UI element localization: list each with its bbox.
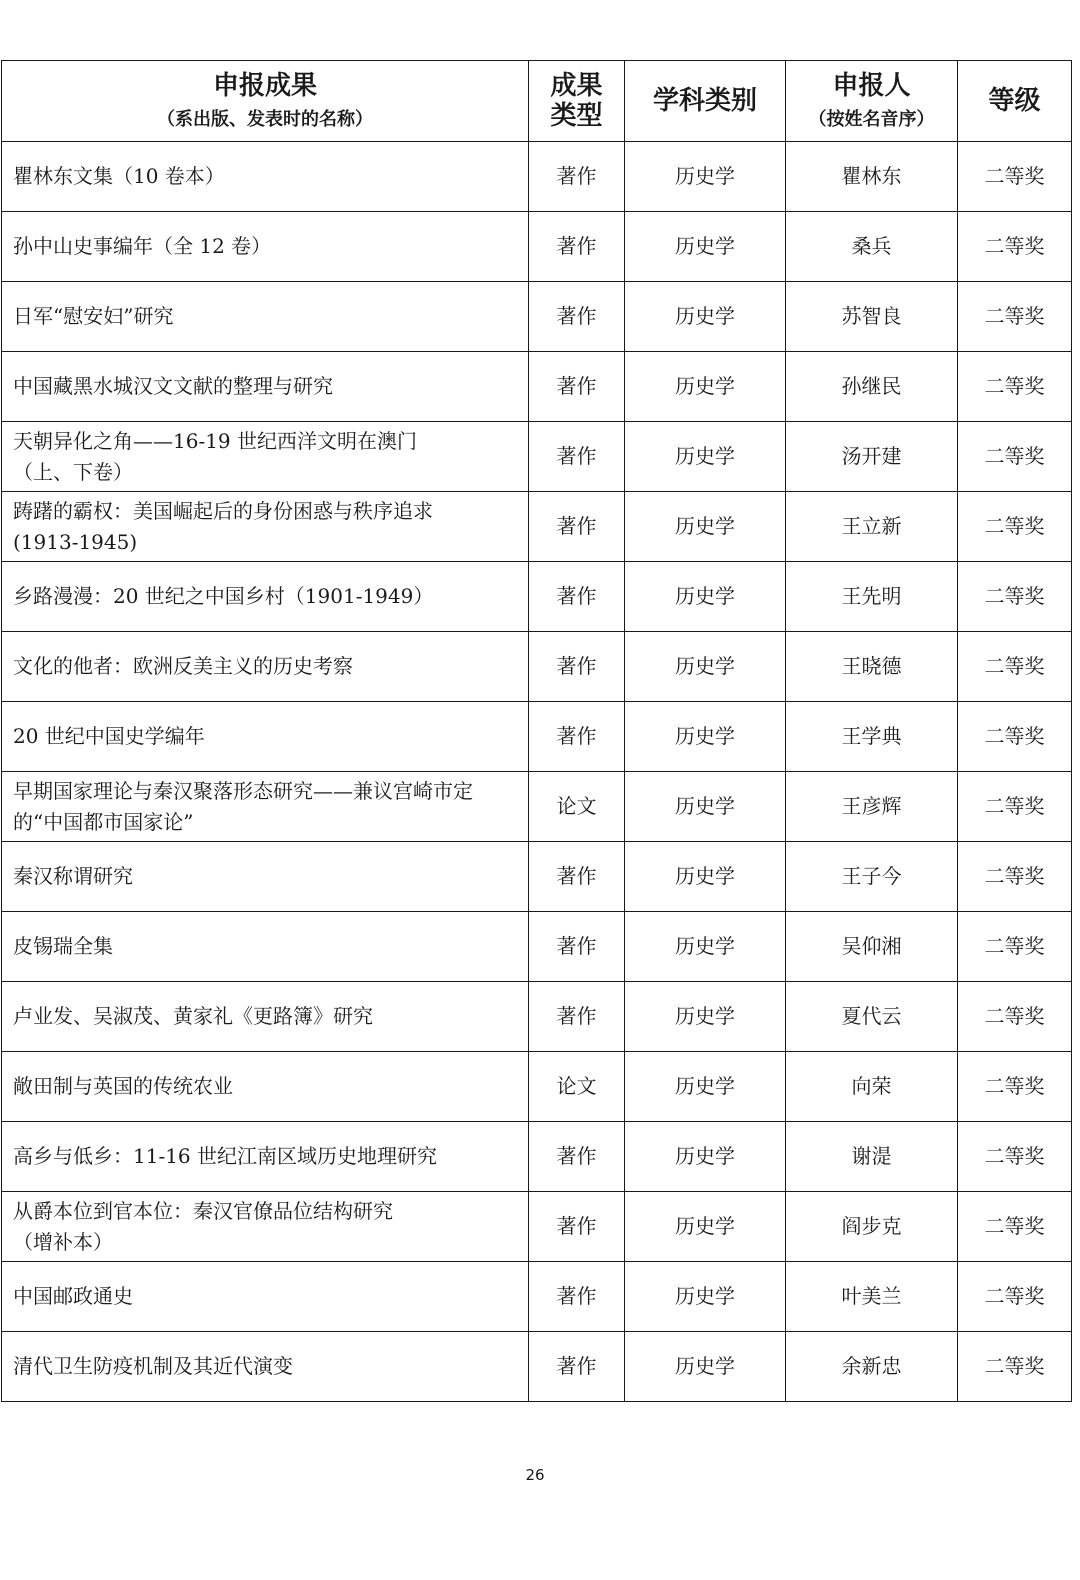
cell-type: 著作 [529, 212, 625, 282]
cell-discipline: 历史学 [625, 1332, 786, 1402]
cell-type: 著作 [529, 702, 625, 772]
cell-type: 著作 [529, 562, 625, 632]
title-line: 清代卫生防疫机制及其近代演变 [13, 1354, 293, 1378]
header-applicant-main: 申报人 [832, 71, 911, 101]
cell-type: 著作 [529, 352, 625, 422]
title-line: (1913-1945) [13, 529, 138, 554]
title-line: 乡路漫漫：20 世纪之中国乡村（1901-1949） [13, 584, 434, 608]
header-title [2, 61, 529, 142]
cell-grade: 二等奖 [958, 212, 1072, 282]
cell-grade: 二等奖 [958, 1122, 1072, 1192]
cell-title [2, 632, 529, 702]
cell-grade: 二等奖 [958, 142, 1072, 212]
header-type [529, 61, 625, 142]
cell-type: 著作 [529, 1332, 625, 1402]
cell-applicant: 汤开建 [786, 422, 958, 492]
cell-applicant: 苏智良 [786, 282, 958, 352]
cell-type: 著作 [529, 1262, 625, 1332]
cell-applicant: 王子今 [786, 842, 958, 912]
title-line: 高乡与低乡：11-16 世纪江南区域历史地理研究 [13, 1144, 438, 1168]
cell-grade: 二等奖 [958, 352, 1072, 422]
title-line: 秦汉称谓研究 [13, 864, 133, 888]
cell-title [2, 702, 529, 772]
cell-title [2, 142, 529, 212]
cell-type: 论文 [529, 772, 625, 842]
title-line: 皮锡瑞全集 [13, 934, 113, 958]
table-row [2, 1192, 1072, 1262]
cell-grade: 二等奖 [958, 1192, 1072, 1262]
table-row [2, 492, 1072, 562]
cell-discipline: 历史学 [625, 772, 786, 842]
cell-discipline: 历史学 [625, 912, 786, 982]
cell-type: 著作 [529, 912, 625, 982]
cell-type: 著作 [529, 142, 625, 212]
table-row [2, 282, 1072, 352]
page-number: 26 [525, 1466, 545, 1484]
cell-discipline: 历史学 [625, 702, 786, 772]
cell-title [2, 1262, 529, 1332]
table-row [2, 702, 1072, 772]
header-applicant-sub: （按姓名音序） [808, 109, 935, 130]
header-title-sub: （系出版、发表时的名称） [157, 109, 373, 130]
cell-grade: 二等奖 [958, 772, 1072, 842]
cell-discipline: 历史学 [625, 842, 786, 912]
cell-applicant: 王彦辉 [786, 772, 958, 842]
cell-title [2, 912, 529, 982]
title-line: 天朝异化之角——16-19 世纪西洋文明在澳门 [13, 428, 418, 453]
cell-applicant: 王晓德 [786, 632, 958, 702]
cell-title [2, 492, 529, 562]
cell-title [2, 212, 529, 282]
title-line: 孙中山史事编年（全 12 卷） [13, 234, 272, 258]
cell-title [2, 982, 529, 1052]
cell-discipline: 历史学 [625, 1122, 786, 1192]
cell-grade: 二等奖 [958, 1052, 1072, 1122]
header-applicant [786, 61, 958, 142]
title-line: 卢业发、吴淑茂、黄家礼《更路簿》研究 [13, 1004, 373, 1028]
table-header-row [2, 61, 1072, 142]
title-line: 的“中国都市国家论” [13, 809, 194, 834]
table-row [2, 1262, 1072, 1332]
cell-type: 著作 [529, 1192, 625, 1262]
cell-applicant: 余新忠 [786, 1332, 958, 1402]
cell-applicant: 王先明 [786, 562, 958, 632]
cell-discipline: 历史学 [625, 212, 786, 282]
cell-discipline: 历史学 [625, 1262, 786, 1332]
title-line: 瞿林东文集（10 卷本） [13, 164, 225, 188]
cell-grade: 二等奖 [958, 1332, 1072, 1402]
cell-discipline: 历史学 [625, 142, 786, 212]
cell-discipline: 历史学 [625, 422, 786, 492]
table-row [2, 212, 1072, 282]
cell-discipline: 历史学 [625, 982, 786, 1052]
title-line: 踌躇的霸权：美国崛起后的身份困惑与秩序追求 [13, 498, 433, 523]
title-line: （上、下卷） [13, 459, 133, 484]
table-row [2, 912, 1072, 982]
cell-type: 著作 [529, 982, 625, 1052]
cell-grade: 二等奖 [958, 422, 1072, 492]
table-row [2, 142, 1072, 212]
cell-grade: 二等奖 [958, 632, 1072, 702]
cell-applicant: 阎步克 [786, 1192, 958, 1262]
cell-applicant: 吴仰湘 [786, 912, 958, 982]
header-discipline-label: 学科类别 [652, 86, 757, 116]
cell-type: 著作 [529, 632, 625, 702]
cell-grade: 二等奖 [958, 842, 1072, 912]
header-grade [958, 61, 1072, 142]
cell-discipline: 历史学 [625, 1052, 786, 1122]
cell-type: 著作 [529, 492, 625, 562]
table-row [2, 1122, 1072, 1192]
cell-grade: 二等奖 [958, 912, 1072, 982]
table-row [2, 632, 1072, 702]
cell-applicant: 孙继民 [786, 352, 958, 422]
cell-discipline: 历史学 [625, 562, 786, 632]
cell-applicant: 王立新 [786, 492, 958, 562]
cell-title [2, 1122, 529, 1192]
table-row [2, 1332, 1072, 1402]
title-line: 早期国家理论与秦汉聚落形态研究——兼议宫崎市定 [13, 778, 473, 803]
cell-applicant: 桑兵 [786, 212, 958, 282]
cell-grade: 二等奖 [958, 1262, 1072, 1332]
cell-applicant: 谢湜 [786, 1122, 958, 1192]
cell-title [2, 1332, 529, 1402]
cell-title [2, 282, 529, 352]
cell-type: 著作 [529, 1122, 625, 1192]
cell-title [2, 422, 529, 492]
title-line: 文化的他者：欧洲反美主义的历史考察 [13, 654, 353, 678]
cell-grade: 二等奖 [958, 702, 1072, 772]
table-row [2, 352, 1072, 422]
cell-type: 著作 [529, 422, 625, 492]
cell-discipline: 历史学 [625, 352, 786, 422]
cell-discipline: 历史学 [625, 282, 786, 352]
cell-title [2, 1192, 529, 1262]
awards-table [1, 60, 1072, 1402]
cell-discipline: 历史学 [625, 1192, 786, 1262]
cell-title [2, 1052, 529, 1122]
title-line: 敞田制与英国的传统农业 [13, 1074, 233, 1098]
title-line: 日军“慰安妇”研究 [13, 304, 174, 328]
cell-grade: 二等奖 [958, 982, 1072, 1052]
title-line: 20 世纪中国史学编年 [13, 724, 205, 748]
cell-applicant: 瞿林东 [786, 142, 958, 212]
header-type-line1: 成果 [550, 71, 603, 101]
table-row [2, 842, 1072, 912]
cell-type: 论文 [529, 1052, 625, 1122]
title-line: 中国藏黑水城汉文文献的整理与研究 [13, 374, 333, 398]
cell-grade: 二等奖 [958, 562, 1072, 632]
header-type-line2: 类型 [550, 101, 603, 131]
cell-title [2, 562, 529, 632]
cell-title [2, 772, 529, 842]
header-discipline [625, 61, 786, 142]
cell-grade: 二等奖 [958, 492, 1072, 562]
table-row [2, 422, 1072, 492]
title-line: （增补本） [13, 1229, 113, 1254]
header-title-main: 申报成果 [212, 71, 317, 101]
table-row [2, 562, 1072, 632]
table-row [2, 1052, 1072, 1122]
header-grade-label: 等级 [988, 86, 1041, 116]
title-line: 中国邮政通史 [13, 1284, 133, 1308]
cell-applicant: 王学典 [786, 702, 958, 772]
cell-title [2, 352, 529, 422]
cell-applicant: 夏代云 [786, 982, 958, 1052]
cell-discipline: 历史学 [625, 632, 786, 702]
cell-discipline: 历史学 [625, 492, 786, 562]
cell-applicant: 叶美兰 [786, 1262, 958, 1332]
cell-applicant: 向荣 [786, 1052, 958, 1122]
cell-grade: 二等奖 [958, 282, 1072, 352]
table-row [2, 982, 1072, 1052]
table-row [2, 772, 1072, 842]
cell-type: 著作 [529, 282, 625, 352]
cell-type: 著作 [529, 842, 625, 912]
table-body [2, 142, 1072, 1402]
title-line: 从爵本位到官本位：秦汉官僚品位结构研究 [13, 1198, 393, 1223]
cell-title [2, 842, 529, 912]
